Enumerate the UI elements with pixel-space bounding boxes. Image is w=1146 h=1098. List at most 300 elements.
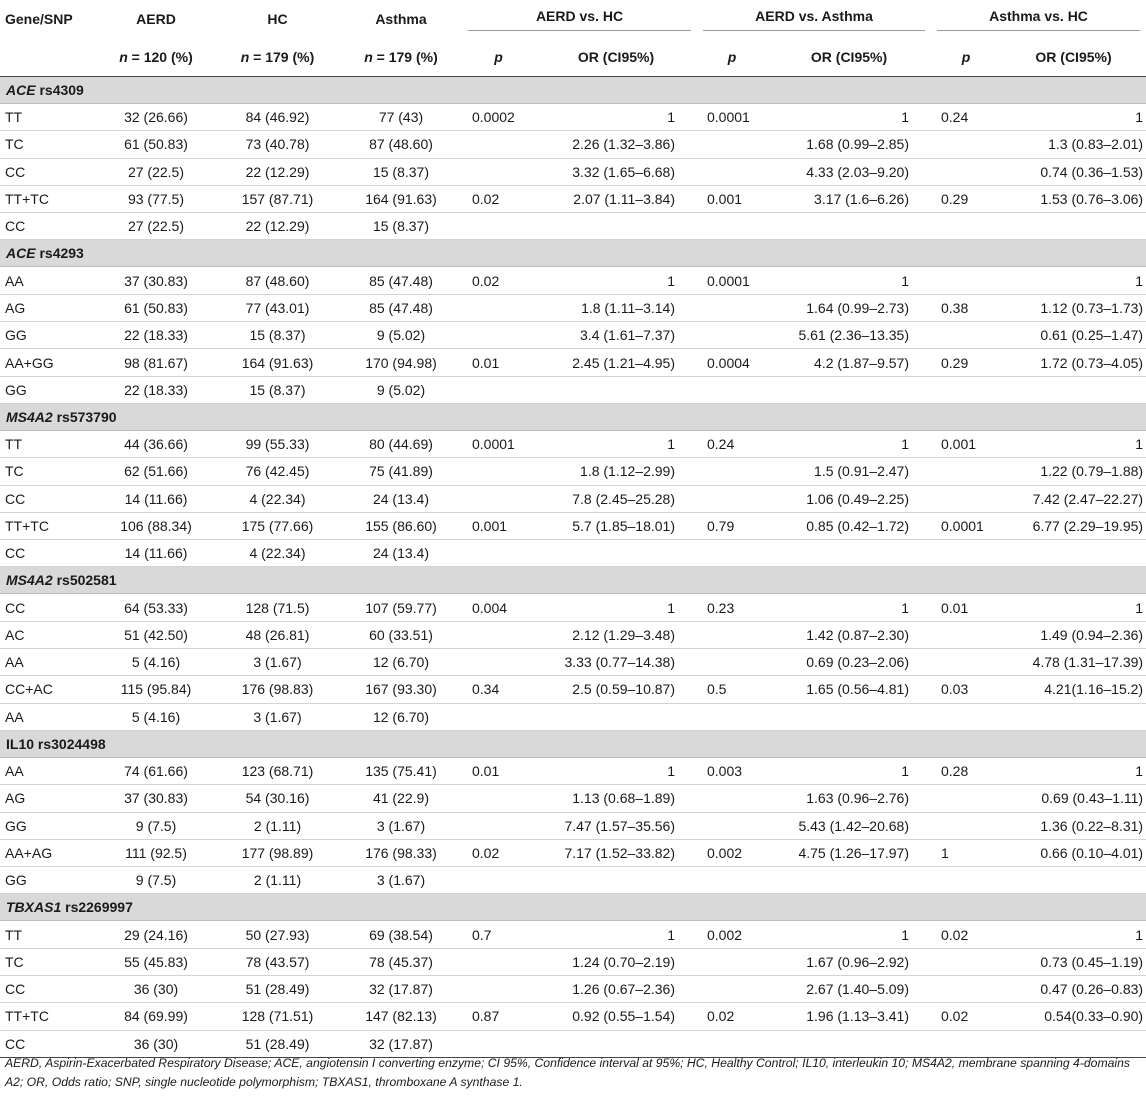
genotype-cell: TT+TC: [0, 512, 97, 539]
aerd-count-cell: 9 (7.5): [97, 867, 215, 894]
genotype-cell: CC: [0, 540, 97, 567]
aerd-vs-asthma-or-cell: 1.42 (0.87–2.30): [767, 621, 931, 648]
p-header-2: p: [727, 49, 737, 65]
asthma-vs-hc-p-cell: [931, 621, 1001, 648]
section-ace-rs4309: [0, 77, 1146, 240]
aerd-vs-hc-p-cell: [462, 948, 535, 975]
asthma-vs-hc-p-cell: 0.01: [931, 594, 1001, 621]
asthma-vs-hc-p-cell: 0.03: [931, 676, 1001, 703]
hc-count-cell: 99 (55.33): [215, 430, 340, 457]
hc-header: HC: [267, 11, 288, 27]
asthma-vs-hc-p-cell: [931, 867, 1001, 894]
asthma-vs-hc-label: Asthma vs. HC: [937, 8, 1140, 31]
genotype-cell: AG: [0, 294, 97, 321]
or-header-1: OR (CI95%): [577, 49, 655, 65]
asthma-vs-hc-p-cell: 1: [931, 839, 1001, 866]
aerd-vs-hc-or-cell: [535, 703, 697, 730]
hc-count-cell: 4 (22.34): [215, 485, 340, 512]
asthma-vs-hc-p-cell: 0.02: [931, 1003, 1001, 1030]
asthma-vs-hc-p-cell: [931, 812, 1001, 839]
aerd-vs-asthma-or-cell: 1.67 (0.96–2.92): [767, 948, 931, 975]
p-header-3: p: [961, 49, 971, 65]
asthma-count-cell: 9 (5.02): [340, 322, 462, 349]
asthma-count-cell: 75 (41.89): [340, 458, 462, 485]
table-row: [0, 131, 1146, 158]
aerd-count-cell: 51 (42.50): [97, 621, 215, 648]
asthma-vs-hc-or-cell: 1.72 (0.73–4.05): [1001, 349, 1146, 376]
hc-count-cell: 76 (42.45): [215, 458, 340, 485]
aerd-n-header: [97, 38, 215, 77]
aerd-vs-hc-or-cell: 1: [535, 104, 697, 131]
table-row: [0, 757, 1146, 784]
aerd-vs-asthma-p-cell: [697, 867, 767, 894]
section-ms4a2-rs502581: [0, 567, 1146, 730]
aerd-vs-hc-or-cell: 5.7 (1.85–18.01): [535, 512, 697, 539]
genotype-cell: CC: [0, 158, 97, 185]
aerd-vs-asthma-or-cell: 3.17 (1.6–6.26): [767, 185, 931, 212]
aerd-vs-hc-or-cell: 7.47 (1.57–35.56): [535, 812, 697, 839]
aerd-vs-asthma-or-cell: 0.85 (0.42–1.72): [767, 512, 931, 539]
aerd-vs-hc-p-cell: 0.0002: [462, 104, 535, 131]
aerd-count-cell: 61 (50.83): [97, 294, 215, 321]
section-ace-rs4293: [0, 240, 1146, 403]
aerd-vs-hc-p-cell: [462, 812, 535, 839]
table-row: [0, 185, 1146, 212]
aerd-vs-hc-p-cell: [462, 485, 535, 512]
aerd-vs-hc-or-cell: 7.8 (2.45–25.28): [535, 485, 697, 512]
hc-count-cell: 176 (98.83): [215, 676, 340, 703]
aerd-count-cell: 98 (81.67): [97, 349, 215, 376]
genotype-table: [0, 0, 1146, 77]
aerd-vs-asthma-p-cell: 0.0001: [697, 104, 767, 131]
asthma-count-cell: 60 (33.51): [340, 621, 462, 648]
aerd-vs-asthma-p-cell: [697, 294, 767, 321]
aerd-vs-asthma-or-cell: [767, 213, 931, 240]
gene-name: IL10: [6, 735, 35, 752]
aerd-vs-hc-p-cell: 0.004: [462, 594, 535, 621]
snp-id: rs502581: [56, 572, 117, 589]
gene-snp-header: Gene/SNP: [5, 11, 73, 27]
gene-name: MS4A2: [6, 572, 53, 589]
empty-header-cell: [0, 38, 97, 77]
aerd-count-cell: 5 (4.16): [97, 703, 215, 730]
genotype-cell: CC+AC: [0, 676, 97, 703]
hc-count-cell: 48 (26.81): [215, 621, 340, 648]
aerd-vs-hc-or-cell: 1: [535, 757, 697, 784]
asthma-count-cell: 78 (45.37): [340, 948, 462, 975]
asthma-vs-hc-or-cell: [1001, 703, 1146, 730]
aerd-vs-asthma-or-cell: 1: [767, 104, 931, 131]
aerd-vs-hc-p-cell: 0.7: [462, 921, 535, 948]
gene-name: TBXAS1: [6, 899, 62, 916]
asthma-count-cell: 167 (93.30): [340, 676, 462, 703]
aerd-vs-asthma-p-cell: [697, 703, 767, 730]
section-title: [0, 403, 1146, 430]
asthma-vs-hc-or-cell: 0.74 (0.36–1.53): [1001, 158, 1146, 185]
aerd-vs-hc-or-cell: 2.45 (1.21–4.95): [535, 349, 697, 376]
hc-count-cell: 4 (22.34): [215, 540, 340, 567]
table-row: [0, 512, 1146, 539]
aerd-vs-hc-or-cell: 1.13 (0.68–1.89): [535, 785, 697, 812]
asthma-vs-hc-header: [931, 0, 1146, 38]
asthma-count-cell: 12 (6.70): [340, 649, 462, 676]
aerd-vs-hc-or-cell: 1: [535, 267, 697, 294]
aerd-vs-hc-or-cell: 2.07 (1.11–3.84): [535, 185, 697, 212]
genotype-cell: TT: [0, 430, 97, 457]
table-row: [0, 867, 1146, 894]
asthma-vs-hc-p-cell: [931, 785, 1001, 812]
p-header-1: p: [494, 49, 503, 65]
table-row: [0, 458, 1146, 485]
aerd-count-cell: 14 (11.66): [97, 485, 215, 512]
hc-count-cell: 54 (30.16): [215, 785, 340, 812]
asthma-count-cell: 85 (47.48): [340, 294, 462, 321]
asthma-count-cell: 80 (44.69): [340, 430, 462, 457]
table-row: [0, 921, 1146, 948]
asthma-count-cell: 9 (5.02): [340, 376, 462, 403]
aerd-vs-asthma-or-cell: [767, 540, 931, 567]
table-row: [0, 649, 1146, 676]
asthma-count-cell: 135 (75.41): [340, 757, 462, 784]
genotype-cell: CC: [0, 213, 97, 240]
aerd-vs-asthma-p-cell: [697, 131, 767, 158]
snp-id: rs4309: [39, 82, 84, 98]
asthma-vs-hc-p-cell: [931, 458, 1001, 485]
aerd-vs-hc-or-cell: 2.12 (1.29–3.48): [535, 621, 697, 648]
asthma-vs-hc-or-cell: 1.49 (0.94–2.36): [1001, 621, 1146, 648]
hc-count-cell: 175 (77.66): [215, 512, 340, 539]
aerd-vs-asthma-p-cell: 0.002: [697, 921, 767, 948]
asthma-count-cell: 69 (38.54): [340, 921, 462, 948]
hc-count-cell: 22 (12.29): [215, 158, 340, 185]
asthma-count-cell: 77 (43): [340, 104, 462, 131]
aerd-vs-hc-or-cell: 3.32 (1.65–6.68): [535, 158, 697, 185]
asthma-vs-hc-p-cell: 0.0001: [931, 512, 1001, 539]
aerd-vs-asthma-p-cell: [697, 485, 767, 512]
aerd-vs-hc-or-cell: 3.33 (0.77–14.38): [535, 649, 697, 676]
aerd-vs-hc-p-cell: [462, 458, 535, 485]
table-row: [0, 485, 1146, 512]
table-row: [0, 703, 1146, 730]
hc-count-cell: 50 (27.93): [215, 921, 340, 948]
asthma-count-cell: 147 (82.13): [340, 1003, 462, 1030]
snp-id: rs2269997: [65, 899, 133, 916]
aerd-vs-asthma-or-cell: 1: [767, 594, 931, 621]
aerd-count-cell: 111 (92.5): [97, 839, 215, 866]
asthma-vs-hc-p-cell: [931, 948, 1001, 975]
section-title: [0, 730, 1146, 757]
aerd-count-cell: 9 (7.5): [97, 812, 215, 839]
genotype-cell: AA: [0, 649, 97, 676]
asthma-vs-hc-or-cell: 6.77 (2.29–19.95): [1001, 512, 1146, 539]
aerd-vs-asthma-p-cell: 0.79: [697, 512, 767, 539]
aerd-vs-hc-p-cell: [462, 785, 535, 812]
asthma-count-cell: 15 (8.37): [340, 213, 462, 240]
hc-count-cell: 3 (1.67): [215, 649, 340, 676]
asthma-count-cell: 164 (91.63): [340, 185, 462, 212]
hc-count-cell: 77 (43.01): [215, 294, 340, 321]
aerd-vs-hc-or-cell: 3.4 (1.61–7.37): [535, 322, 697, 349]
aerd-vs-asthma-or-cell: 4.2 (1.87–9.57): [767, 349, 931, 376]
aerd-vs-hc-or-cell: 0.92 (0.55–1.54): [535, 1003, 697, 1030]
aerd-count-cell: 36 (30): [97, 1030, 215, 1057]
hc-count-cell: 128 (71.51): [215, 1003, 340, 1030]
aerd-vs-hc-p-cell: [462, 540, 535, 567]
aerd-vs-asthma-or-cell: [767, 376, 931, 403]
asthma-count-cell: 24 (13.4): [340, 485, 462, 512]
genotype-cell: CC: [0, 594, 97, 621]
aerd-vs-hc-or-cell: 1: [535, 430, 697, 457]
asthma-count-cell: 12 (6.70): [340, 703, 462, 730]
asthma-vs-hc-or-cell: 0.66 (0.10–4.01): [1001, 839, 1146, 866]
aerd-count-cell: 74 (61.66): [97, 757, 215, 784]
aerd-vs-asthma-p-cell: 0.02: [697, 1003, 767, 1030]
aerd-vs-hc-p-cell: 0.01: [462, 349, 535, 376]
hc-count-cell: 22 (12.29): [215, 213, 340, 240]
section-title: [0, 77, 1146, 104]
aerd-vs-hc-p-cell: [462, 976, 535, 1003]
aerd-vs-hc-p-cell: 0.02: [462, 267, 535, 294]
aerd-count-cell: 22 (18.33): [97, 376, 215, 403]
aerd-vs-asthma-or-cell: 0.69 (0.23–2.06): [767, 649, 931, 676]
aerd-vs-asthma-p-cell: 0.24: [697, 430, 767, 457]
asthma-vs-hc-p-cell: 0.38: [931, 294, 1001, 321]
asthma-vs-hc-or-cell: [1001, 540, 1146, 567]
aerd-vs-hc-or-cell: 1.26 (0.67–2.36): [535, 976, 697, 1003]
section-title: [0, 567, 1146, 594]
aerd-vs-hc-or-cell: 7.17 (1.52–33.82): [535, 839, 697, 866]
table-row: [0, 676, 1146, 703]
aerd-vs-asthma-p-cell: [697, 158, 767, 185]
hc-count-cell: 3 (1.67): [215, 703, 340, 730]
aerd-vs-hc-p-cell: [462, 213, 535, 240]
asthma-vs-hc-or-cell: 1.36 (0.22–8.31): [1001, 812, 1146, 839]
asthma-count-cell: 87 (48.60): [340, 131, 462, 158]
table-row: [0, 294, 1146, 321]
hc-n-label: n = 179 (%): [240, 49, 315, 65]
aerd-count-cell: 36 (30): [97, 976, 215, 1003]
genotype-table-body: [0, 77, 1146, 1058]
asthma-vs-hc-or-cell: 7.42 (2.47–22.27): [1001, 485, 1146, 512]
asthma-vs-hc-or-cell: [1001, 867, 1146, 894]
asthma-vs-hc-or-cell: 1: [1001, 921, 1146, 948]
hc-count-cell: 87 (48.60): [215, 267, 340, 294]
or-header-3: OR (CI95%): [1035, 49, 1112, 65]
aerd-vs-asthma-or-cell: 1.06 (0.49–2.25): [767, 485, 931, 512]
aerd-vs-asthma-or-cell: 1.5 (0.91–2.47): [767, 458, 931, 485]
table-row: [0, 948, 1146, 975]
section-title: [0, 240, 1146, 267]
hc-count-cell: 73 (40.78): [215, 131, 340, 158]
aerd-vs-asthma-p-cell: [697, 785, 767, 812]
aerd-vs-asthma-or-cell: 1: [767, 430, 931, 457]
hc-count-cell: 15 (8.37): [215, 376, 340, 403]
aerd-vs-asthma-or-cell: 5.43 (1.42–20.68): [767, 812, 931, 839]
aerd-vs-hc-p-cell: 0.001: [462, 512, 535, 539]
hc-count-cell: 78 (43.57): [215, 948, 340, 975]
table-footnote: AERD, Aspirin-Exacerbated Respiratory Disease; ACE, angiotensin I converting enzyme; CI 95%, Confidence interval at 95%; HC, Healthy Control; IL10, interleukin 10; MS4A2, membrane spanning 4-domains A2; OR, Odds ratio; SNP, single nucleotide polymorphism; TBXAS1, thromboxane A synthase 1.: [5, 1056, 1130, 1089]
table-row: [0, 839, 1146, 866]
genotype-cell: TC: [0, 131, 97, 158]
asthma-vs-hc-p-cell: 0.001: [931, 430, 1001, 457]
aerd-vs-hc-p-cell: 0.02: [462, 185, 535, 212]
asthma-count-cell: 85 (47.48): [340, 267, 462, 294]
asthma-count-cell: 3 (1.67): [340, 812, 462, 839]
hc-count-cell: 2 (1.11): [215, 812, 340, 839]
aerd-vs-hc-or-cell: 1.8 (1.12–2.99): [535, 458, 697, 485]
genotype-cell: AG: [0, 785, 97, 812]
gene-name: ACE: [6, 245, 36, 262]
aerd-vs-hc-p-cell: [462, 294, 535, 321]
aerd-vs-hc-or-cell: [535, 213, 697, 240]
asthma-count-cell: 32 (17.87): [340, 976, 462, 1003]
asthma-header: Asthma: [375, 11, 427, 27]
or-header-2: OR (CI95%): [810, 49, 888, 65]
section-header-row: [0, 403, 1146, 430]
subheader-row: [0, 38, 1146, 77]
aerd-count-cell: 93 (77.5): [97, 185, 215, 212]
aerd-vs-asthma-p-cell: 0.0001: [697, 267, 767, 294]
aerd-vs-hc-p-cell: [462, 376, 535, 403]
aerd-vs-asthma-or-cell: 1.68 (0.99–2.85): [767, 131, 931, 158]
asthma-vs-hc-p-cell: 0.24: [931, 104, 1001, 131]
hc-count-cell: 51 (28.49): [215, 976, 340, 1003]
asthma-vs-hc-p-cell: 0.02: [931, 921, 1001, 948]
aerd-vs-asthma-p-cell: 0.002: [697, 839, 767, 866]
aerd-vs-hc-p-cell: [462, 649, 535, 676]
section-header-row: [0, 894, 1146, 921]
asthma-vs-hc-p-cell: [931, 267, 1001, 294]
aerd-vs-hc-or-cell: 1: [535, 921, 697, 948]
aerd-vs-asthma-header: [697, 0, 931, 38]
asthma-count-cell: 15 (8.37): [340, 158, 462, 185]
genotype-cell: AA: [0, 757, 97, 784]
genotype-cell: TT: [0, 921, 97, 948]
aerd-count-cell: 5 (4.16): [97, 649, 215, 676]
aerd-vs-asthma-p-cell: [697, 213, 767, 240]
section-ms4a2-rs573790: [0, 403, 1146, 566]
aerd-vs-hc-p-cell: 0.01: [462, 757, 535, 784]
section-il10-rs3024498: [0, 730, 1146, 893]
asthma-vs-hc-or-cell: 4.21(1.16–15.2): [1001, 676, 1146, 703]
asthma-count-cell: 176 (98.33): [340, 839, 462, 866]
table-row: [0, 540, 1146, 567]
hc-count-cell: 123 (68.71): [215, 757, 340, 784]
aerd-vs-hc-p-cell: [462, 158, 535, 185]
aerd-vs-asthma-p-cell: [697, 621, 767, 648]
asthma-vs-hc-p-cell: [931, 649, 1001, 676]
section-title: [0, 894, 1146, 921]
aerd-header: AERD: [136, 11, 176, 27]
aerd-vs-asthma-p-cell: 0.001: [697, 185, 767, 212]
aerd-count-cell: 27 (22.5): [97, 213, 215, 240]
asthma-vs-hc-or-cell: 1: [1001, 757, 1146, 784]
genotype-cell: AA: [0, 703, 97, 730]
asthma-count-cell: 107 (59.77): [340, 594, 462, 621]
asthma-vs-hc-or-cell: 0.73 (0.45–1.19): [1001, 948, 1146, 975]
hc-count-cell: 2 (1.11): [215, 867, 340, 894]
asthma-vs-hc-or-cell: 1.22 (0.79–1.88): [1001, 458, 1146, 485]
genotype-cell: GG: [0, 867, 97, 894]
aerd-count-cell: 115 (95.84): [97, 676, 215, 703]
table-row: [0, 621, 1146, 648]
genotype-cell: TT+TC: [0, 185, 97, 212]
aerd-count-cell: 29 (24.16): [97, 921, 215, 948]
asthma-vs-hc-p-cell: 0.29: [931, 185, 1001, 212]
genotype-cell: TT: [0, 104, 97, 131]
aerd-vs-asthma-or-cell: 1: [767, 921, 931, 948]
asthma-vs-hc-or-cell: 4.78 (1.31–17.39): [1001, 649, 1146, 676]
aerd-vs-hc-or-cell: 1.24 (0.70–2.19): [535, 948, 697, 975]
aerd-vs-hc-or-cell: 1.8 (1.11–3.14): [535, 294, 697, 321]
aerd-n-label: n = 120 (%): [119, 49, 193, 65]
asthma-vs-hc-p-cell: [931, 976, 1001, 1003]
genotype-cell: CC: [0, 485, 97, 512]
asthma-vs-hc-or-cell: 1: [1001, 267, 1146, 294]
aerd-vs-asthma-or-cell: 1.65 (0.56–4.81): [767, 676, 931, 703]
header-row: [0, 0, 1146, 38]
asthma-vs-hc-p-cell: [931, 485, 1001, 512]
aerd-count-cell: 62 (51.66): [97, 458, 215, 485]
aerd-count-cell: 14 (11.66): [97, 540, 215, 567]
asthma-vs-hc-p-cell: [931, 158, 1001, 185]
aerd-vs-hc-p-cell: [462, 621, 535, 648]
table-row: [0, 812, 1146, 839]
aerd-vs-asthma-or-cell: [767, 703, 931, 730]
aerd-vs-asthma-p-cell: [697, 948, 767, 975]
aerd-count-cell: 37 (30.83): [97, 267, 215, 294]
asthma-count-cell: 24 (13.4): [340, 540, 462, 567]
asthma-vs-hc-p-cell: [931, 376, 1001, 403]
aerd-count-cell: 55 (45.83): [97, 948, 215, 975]
aerd-vs-asthma-or-cell: [767, 867, 931, 894]
aerd-vs-hc-p-cell: 0.0001: [462, 430, 535, 457]
table-row: [0, 785, 1146, 812]
aerd-count-cell: 22 (18.33): [97, 322, 215, 349]
snp-id: rs3024498: [37, 735, 106, 752]
aerd-vs-asthma-or-cell: 1.96 (1.13–3.41): [767, 1003, 931, 1030]
aerd-vs-asthma-p-cell: 0.003: [697, 757, 767, 784]
hc-count-cell: 157 (87.71): [215, 185, 340, 212]
section-header-row: [0, 240, 1146, 267]
gene-name: MS4A2: [6, 408, 53, 425]
asthma-vs-hc-p-cell: [931, 703, 1001, 730]
asthma-vs-hc-or-cell: 1: [1001, 430, 1146, 457]
asthma-vs-hc-or-cell: 1: [1001, 104, 1146, 131]
genotype-cell: GG: [0, 376, 97, 403]
table-row: [0, 430, 1146, 457]
table-row: [0, 594, 1146, 621]
aerd-vs-hc-header: [462, 0, 697, 38]
aerd-vs-hc-p-cell: 0.34: [462, 676, 535, 703]
aerd-vs-asthma-or-cell: 4.75 (1.26–17.97): [767, 839, 931, 866]
aerd-count-cell: 84 (69.99): [97, 1003, 215, 1030]
hc-count-cell: 84 (46.92): [215, 104, 340, 131]
asthma-vs-hc-or-cell: 0.47 (0.26–0.83): [1001, 976, 1146, 1003]
aerd-count-cell: 44 (36.66): [97, 430, 215, 457]
table-row: [0, 213, 1146, 240]
asthma-vs-hc-p-cell: [931, 322, 1001, 349]
aerd-vs-asthma-or-cell: 1: [767, 267, 931, 294]
genotype-cell: AA: [0, 267, 97, 294]
aerd-vs-asthma-p-cell: [697, 322, 767, 349]
asthma-vs-hc-or-cell: 1.3 (0.83–2.01): [1001, 131, 1146, 158]
aerd-vs-asthma-p-cell: [697, 540, 767, 567]
table-row: [0, 376, 1146, 403]
table-row: [0, 1003, 1146, 1030]
aerd-vs-asthma-or-cell: 1.63 (0.96–2.76): [767, 785, 931, 812]
asthma-vs-hc-p-cell: [931, 540, 1001, 567]
